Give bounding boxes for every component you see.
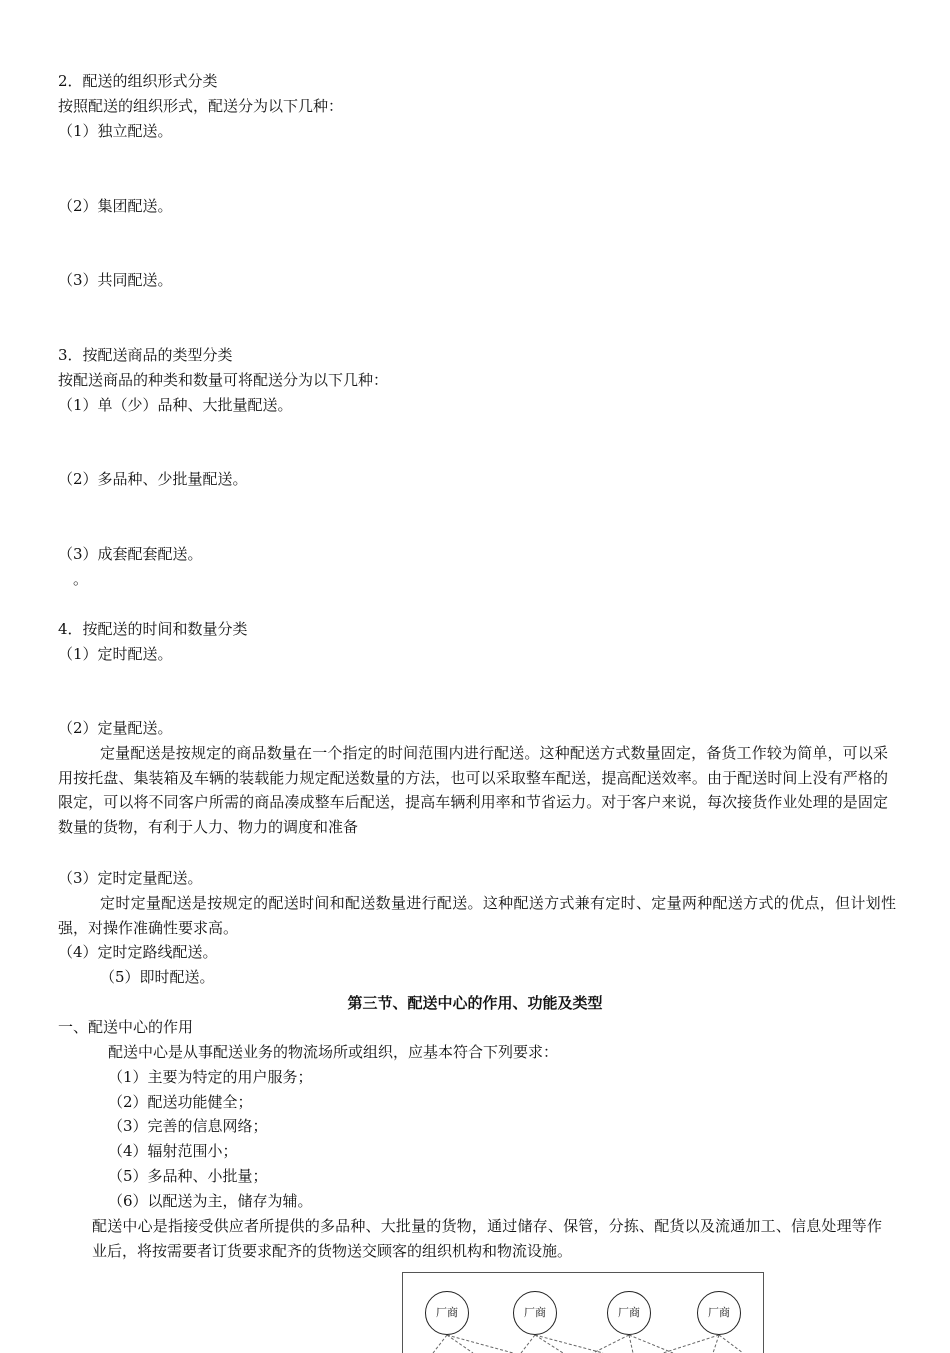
requirement-item: （6）以配送为主，储存为辅。 bbox=[108, 1192, 313, 1210]
list-item: （2）多品种、少批量配送。 bbox=[58, 470, 248, 488]
text-line: 按照配送的组织形式，配送分为以下几种： bbox=[58, 97, 344, 115]
list-item: （2）定量配送。 bbox=[58, 719, 173, 737]
requirement-item: （1）主要为特定的用户服务； bbox=[108, 1068, 313, 1086]
subsection-heading: 一、配送中心的作用 bbox=[58, 1018, 194, 1036]
paragraph-fixed-quantity: 定量配送是按规定的商品数量在一个指定的时间范围内进行配送。这种配送方式数量固定，备货工作较为简单，可以采用按托盘、集装箱及车辆的装载能力规定配送数量的方法，也可以采取整车配送，提高配送效率。由于配送时间上没有严格的限定，可以将不同客户所需的商品凑成整车后配送，提高车辆利用率和节省运力。对于客户来说，每次接货作业处理的是固定数量的货物，有利于人力、物力的调度和准备 bbox=[58, 744, 888, 836]
manufacturer-node: 厂商 bbox=[697, 1291, 741, 1335]
list-item: （1）定时配送。 bbox=[58, 645, 173, 663]
requirement-item: （4）辐射范围小； bbox=[108, 1142, 238, 1160]
section-heading-time-quantity: 4．按配送的时间和数量分类 bbox=[58, 620, 248, 638]
list-item: （3）定时定量配送。 bbox=[58, 869, 203, 887]
manufacturer-node: 厂商 bbox=[513, 1291, 557, 1335]
requirement-item: （2）配送功能健全； bbox=[108, 1093, 253, 1111]
list-item: （3）共同配送。 bbox=[58, 271, 173, 289]
distribution-diagram bbox=[402, 1272, 764, 1353]
list-item: （2）集团配送。 bbox=[58, 197, 173, 215]
manufacturer-node: 厂商 bbox=[425, 1291, 469, 1335]
text-line: 配送中心是从事配送业务的物流场所或组织，应基本符合下列要求： bbox=[108, 1043, 559, 1061]
stray-punctuation: 。 bbox=[73, 570, 89, 588]
requirement-item: （5）多品种、小批量； bbox=[108, 1167, 268, 1185]
section-heading-goods-type: 3．按配送商品的类型分类 bbox=[58, 346, 233, 364]
paragraph-definition: 配送中心是指接受供应者所提供的多品种、大批量的货物，通过储存、保管，分拣、配货以及流通加工、信息处理等作业后，将按需要者订货要求配齐的货物送交顾客的组织机构和物流设施。 bbox=[92, 1217, 882, 1260]
list-item: （5）即时配送。 bbox=[100, 968, 215, 986]
paragraph-fixed-time-quantity: 定时定量配送是按规定的配送时间和配送数量进行配送。这种配送方式兼有定时、定量两种配送方式的优点，但计划性强，对操作准确性要求高。 bbox=[58, 894, 896, 937]
section-heading-organization: 2．配送的组织形式分类 bbox=[58, 72, 218, 90]
list-item: （3）成套配套配送。 bbox=[58, 545, 203, 563]
manufacturer-node: 厂商 bbox=[607, 1291, 651, 1335]
chapter-section-title: 第三节、配送中心的作用、功能及类型 bbox=[347, 994, 603, 1012]
requirement-item: （3）完善的信息网络； bbox=[108, 1117, 268, 1135]
text-line: 按配送商品的种类和数量可将配送分为以下几种： bbox=[58, 371, 389, 389]
list-item: （4）定时定路线配送。 bbox=[58, 943, 218, 961]
list-item: （1）单（少）品种、大批量配送。 bbox=[58, 396, 293, 414]
list-item: （1）独立配送。 bbox=[58, 122, 173, 140]
